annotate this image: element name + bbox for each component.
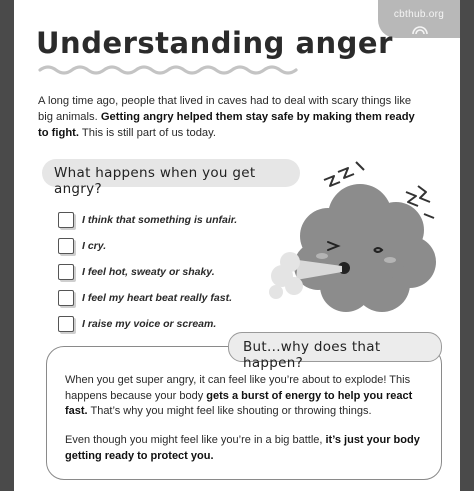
why-p1-bold: gets a burst of energy to help you react fast. xyxy=(65,389,413,417)
question-heading: What happens when you get angry? xyxy=(54,165,256,197)
worksheet-page xyxy=(14,0,460,491)
angry-cloud-icon xyxy=(258,150,458,330)
intro-text-1: A long time ago, people that lived in caves had to deal with scary things like big animals. xyxy=(38,95,412,123)
checklist-item-label: I feel hot, sweaty or shaky. xyxy=(82,266,215,278)
checkbox[interactable] xyxy=(58,238,74,254)
checklist-item[interactable] xyxy=(58,290,258,308)
rainbow-icon xyxy=(412,24,428,34)
explanation-paragraph-1 xyxy=(65,373,427,420)
site-label: cbthub.org xyxy=(393,9,445,20)
checklist-item-label: I raise my voice or scream. xyxy=(82,318,217,330)
checklist-item[interactable] xyxy=(58,238,258,256)
why-p1-text-2: That’s why you might feel like shouting or throwing things. xyxy=(87,405,372,417)
checklist-item[interactable] xyxy=(58,316,258,334)
checkbox[interactable] xyxy=(58,264,74,280)
why-p1-text-1: When you get super angry, it can feel like you’re about to explode! This happens because your body xyxy=(65,374,411,402)
why-p2-bold: it’s just your body getting ready to protect you. xyxy=(65,434,420,462)
page-title: Understanding anger xyxy=(36,26,393,60)
checklist-item-label: I feel my heart beat really fast. xyxy=(82,292,232,304)
intro-paragraph xyxy=(38,93,428,141)
intro-bold: Getting angry helped them stay safe by making them ready to fight. xyxy=(38,111,415,139)
checklist-item-label: I think that something is unfair. xyxy=(82,214,238,226)
explanation-paragraph-2 xyxy=(65,433,427,464)
checkbox[interactable] xyxy=(58,290,74,306)
why-p2-text-1: Even though you might feel like you’re in a big battle, xyxy=(65,434,326,446)
why-banner xyxy=(228,332,442,371)
checkbox[interactable] xyxy=(58,212,74,228)
why-heading: But...why does that happen? xyxy=(243,339,381,371)
checklist-item[interactable] xyxy=(58,264,258,282)
intro-text-2: This is still part of us today. xyxy=(79,127,217,139)
checkbox[interactable] xyxy=(58,316,74,332)
title-underline-wave xyxy=(38,64,308,76)
checklist-item-label: I cry. xyxy=(82,240,107,252)
checklist-item[interactable] xyxy=(58,212,258,230)
